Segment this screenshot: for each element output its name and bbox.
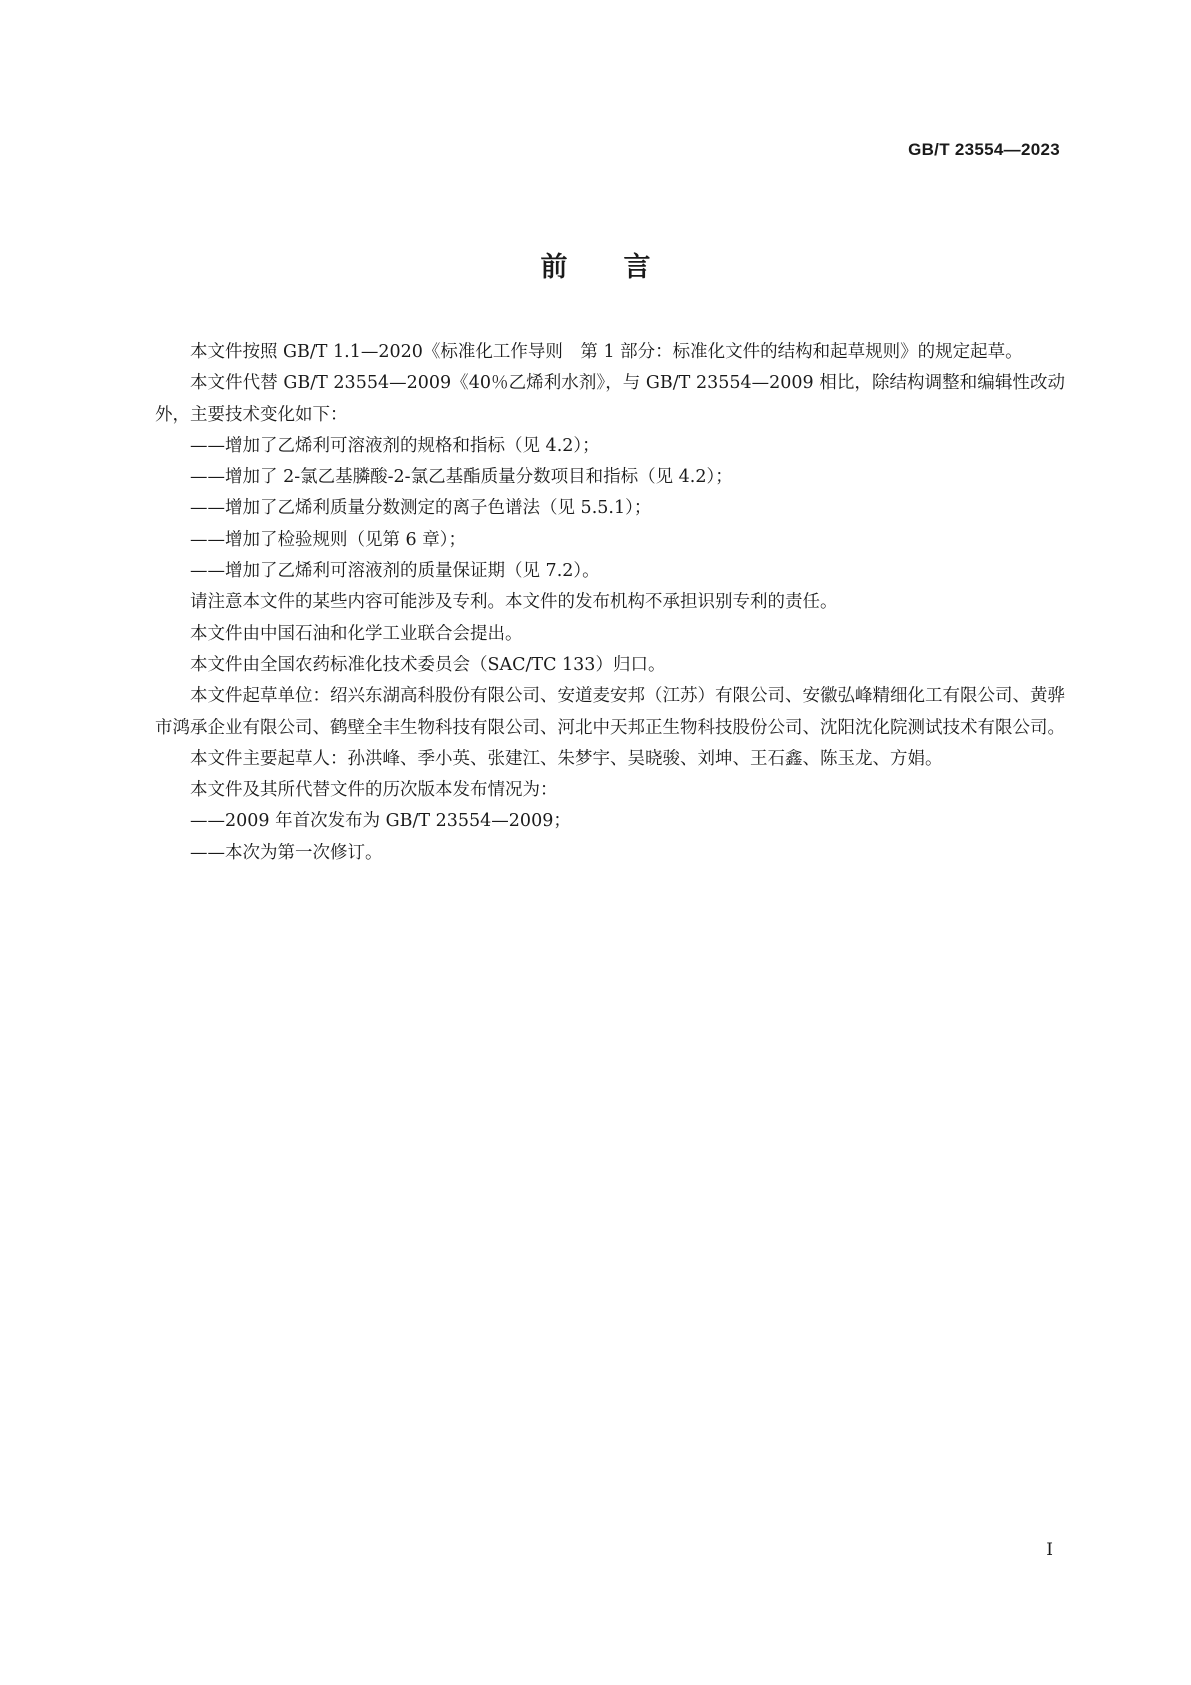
history-item: ——本次为第一次修订。	[190, 842, 383, 863]
change-item: ——增加了 2-氯乙基膦酸-2-氯乙基酯质量分数项目和指标（见 4.2）；	[190, 467, 733, 488]
history-item: ——2009 年首次发布为 GB/T 23554—2009；	[190, 811, 571, 832]
paragraph-under-jurisdiction: 本文件由全国农药标准化技术委员会（SAC/TC 133）归口。	[190, 654, 666, 675]
page-number: I	[1046, 1540, 1053, 1560]
paragraph-replaces: 本文件代替 GB/T 23554—2009《40％乙烯利水剂》，与 GB/T 23554—2009 相比，除结构调整和编辑性改动外，主要技术变化如下：	[155, 373, 1065, 425]
page-title: 前言	[540, 252, 707, 283]
change-item: ——增加了乙烯利质量分数测定的离子色谱法（见 5.5.1）；	[190, 498, 652, 519]
paragraph-drafters: 本文件主要起草人：孙洪峰、季小英、张建江、朱梦宇、吴晓骏、刘坤、王石鑫、陈玉龙、方娟。	[190, 748, 943, 769]
paragraph-proposed-by: 本文件由中国石油和化学工业联合会提出。	[190, 623, 523, 644]
change-item: ——增加了乙烯利可溶液剂的质量保证期（见 7.2）。	[190, 561, 600, 582]
paragraph-drafting-units: 本文件起草单位：绍兴东湖高科股份有限公司、安道麦安邦（江苏）有限公司、安徽弘峰精细化工有限公司、黄骅市鸿承企业有限公司、鹤壁全丰生物科技有限公司、河北中天邦正生物科技股份公司、沈阳沈化院测试技术有限公司。	[155, 686, 1065, 738]
change-item: ——增加了乙烯利可溶液剂的规格和指标（见 4.2）；	[190, 435, 600, 456]
change-item: ——增加了检验规则（见第 6 章）；	[190, 529, 467, 550]
paragraph-version-history: 本文件及其所代替文件的历次版本发布情况为：	[190, 780, 558, 801]
foreword-body	[155, 337, 1065, 869]
standard-number: GB/T 23554—2023	[908, 140, 1060, 159]
paragraph-drafting-rules: 本文件按照 GB/T 1.1—2020《标准化工作导则 第 1 部分：标准化文件的结构和起草规则》的规定起草。	[190, 342, 1023, 362]
paragraph-patent-notice: 请注意本文件的某些内容可能涉及专利。本文件的发布机构不承担识别专利的责任。	[190, 592, 838, 613]
